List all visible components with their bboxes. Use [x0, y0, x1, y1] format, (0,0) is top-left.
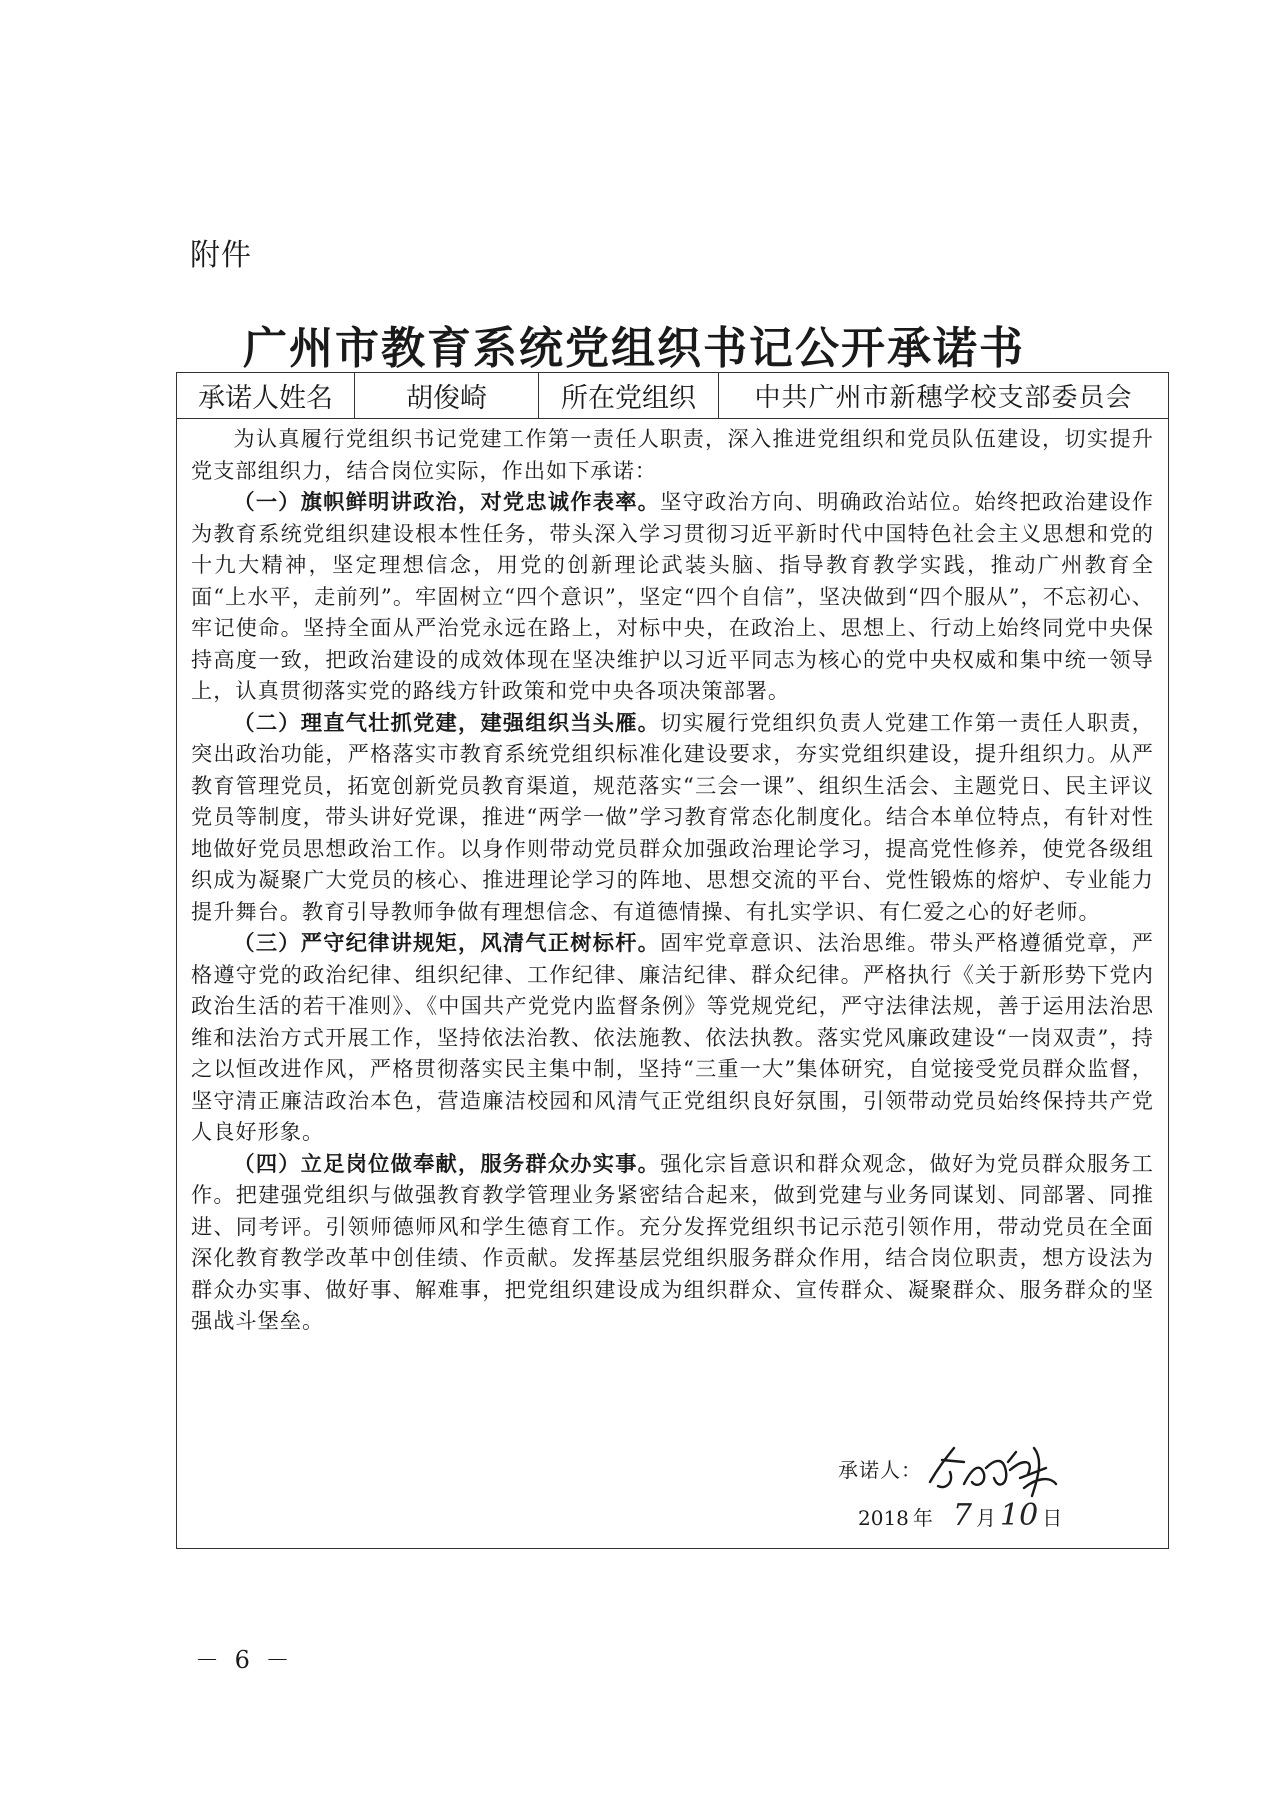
section-text: 切实履行党组织负责人党建工作第一责任人职责，突出政治功能，严格落实市教育系统党组织标准化建设要求，夯实党组织建设，提升组织力。从严教育管理党员，拓宽创新党员教育渠道，规范落实“三会一课”、组织生活会、主题党日、民主评议党员等制度，带头讲好党课，推进“两学一做”学习教育常态化制度化。结合本单位特点，有针对性地做好党员思想政治工作。以身作则带动党员群众加强政治理论学习，提高党性修养，使党各级组织成为凝聚广大党员的核心、推进理论学习的阵地、思想交流的平台、党性锻炼的熔炉、专业能力提升舞台。教育引导教师争做有理想信念、有道德情操、有扎实学识、有仁爱之心的好老师。 — [191, 709, 1154, 924]
section-heading: （一）旗帜鲜明讲政治，对党忠诚作表率。 — [233, 489, 661, 514]
section-heading: （二）理直气壮抓党建，建强组织当头雁。 — [233, 709, 661, 735]
org-value-cell: 中共广州市新穗学校支部委员会 — [754, 383, 1133, 413]
section-text: 强化宗旨意识和群众观念，做好为党员群众服务工作。把建强党组织与做强教育教学管理业务紧密结合起来，做到党建与业务同谋划、同部署、同推进、同考评。引领师德师风和学生德育工作。充分发挥党组织书记示范引领作用，带动党员在全面深化教育教学改革中创佳绩、作贡献。发挥基层党组织服务群众作用，结合岗位职责，想方设法为群众办实事、做好事、解难事，把党组织建设成为组织群众、宣传群众、凝聚群众、服务群众的坚强战斗堡垒。 — [191, 1150, 1154, 1333]
pledge-body — [177, 419, 1168, 1337]
section-paragraph — [191, 707, 1154, 928]
section-paragraph — [191, 486, 1154, 707]
header-row — [177, 373, 1168, 419]
handwritten-signature — [924, 1438, 1074, 1498]
signer-line — [838, 1438, 1074, 1498]
section-paragraph — [191, 1148, 1154, 1337]
name-label-cell: 承诺人姓名 — [177, 373, 355, 418]
attachment-label: 附件 — [190, 238, 252, 273]
date-line — [858, 1498, 1062, 1533]
name-value-cell: 胡俊崎 — [355, 373, 539, 418]
date-month: 7 — [952, 1498, 972, 1533]
section-text: 坚守政治方向、明确政治站位。始终把政治建设作为教育系统党组织建设根本性任务，带头深入学习贯彻习近平新时代中国特色社会主义思想和党的十九大精神，坚定理想信念，用党的创新理论武装头脑、指导教育教学实践，推动广州教育全面“上水平，走前列”。牢固树立“四个意识”，坚定“四个自信”，坚决做到“四个服从”，不忘初心、牢记使命。坚持全面从严治党永远在路上，对标中央，在政治上、思想上、行动上始终同党中央保持高度一致，把政治建设的成效体现在坚决维护以习近平同志为核心的党中央权威和集中统一领导上，认真贯彻落实党的路线方针政策和党中央各项决策部署。 — [191, 489, 1154, 703]
date-day-unit: 日 — [1042, 1506, 1063, 1530]
date-day: 10 — [1000, 1498, 1039, 1533]
intro-paragraph: 为认真履行党组织书记党建工作第一责任人职责，深入推进党组织和党员队伍建设，切实提升党支部组织力，结合岗位实际，作出如下承诺： — [191, 426, 1154, 483]
org-label-cell: 所在党组织 — [539, 373, 719, 418]
signature-area — [838, 1418, 1138, 1533]
pledge-form — [176, 372, 1169, 1549]
section-text: 固牢党章意识、法治思维。带头严格遵循党章，严格遵守党的政治纪律、组织纪律、工作纪律、廉洁纪律、群众纪律。严格执行《关于新形势下党内政治生活的若干准则》、《中国共产党党内监督条例》等党规党纪，严守法律法规，善于运用法治思维和法治方式开展工作，坚持依法治教、依法施教、依法执教。落实党风廉政建设“一岗双责”，持之以恒改进作风，严格贯彻落实民主集中制，坚持“三重一大”集体研究，自觉接受党员群众监督，坚守清正廉洁政治本色，营造廉洁校园和风清气正党组织良好氛围，引领带动党员始终保持共产党人良好形象。 — [191, 930, 1154, 1144]
section-paragraph — [191, 927, 1154, 1148]
document-title: 广州市教育系统党组织书记公开承诺书 — [243, 323, 1025, 374]
date-year: 2018 — [858, 1506, 909, 1530]
section-heading: （三）严守纪律讲规矩，风清气正树标杆。 — [233, 930, 661, 955]
date-month-unit: 月 — [976, 1506, 996, 1530]
date-year-unit: 年 — [912, 1506, 933, 1530]
section-heading: （四）立足岗位做奉献，服务群众办实事。 — [233, 1150, 661, 1176]
page-number: － 6 － — [195, 1646, 294, 1674]
signer-label: 承诺人： — [838, 1457, 922, 1482]
